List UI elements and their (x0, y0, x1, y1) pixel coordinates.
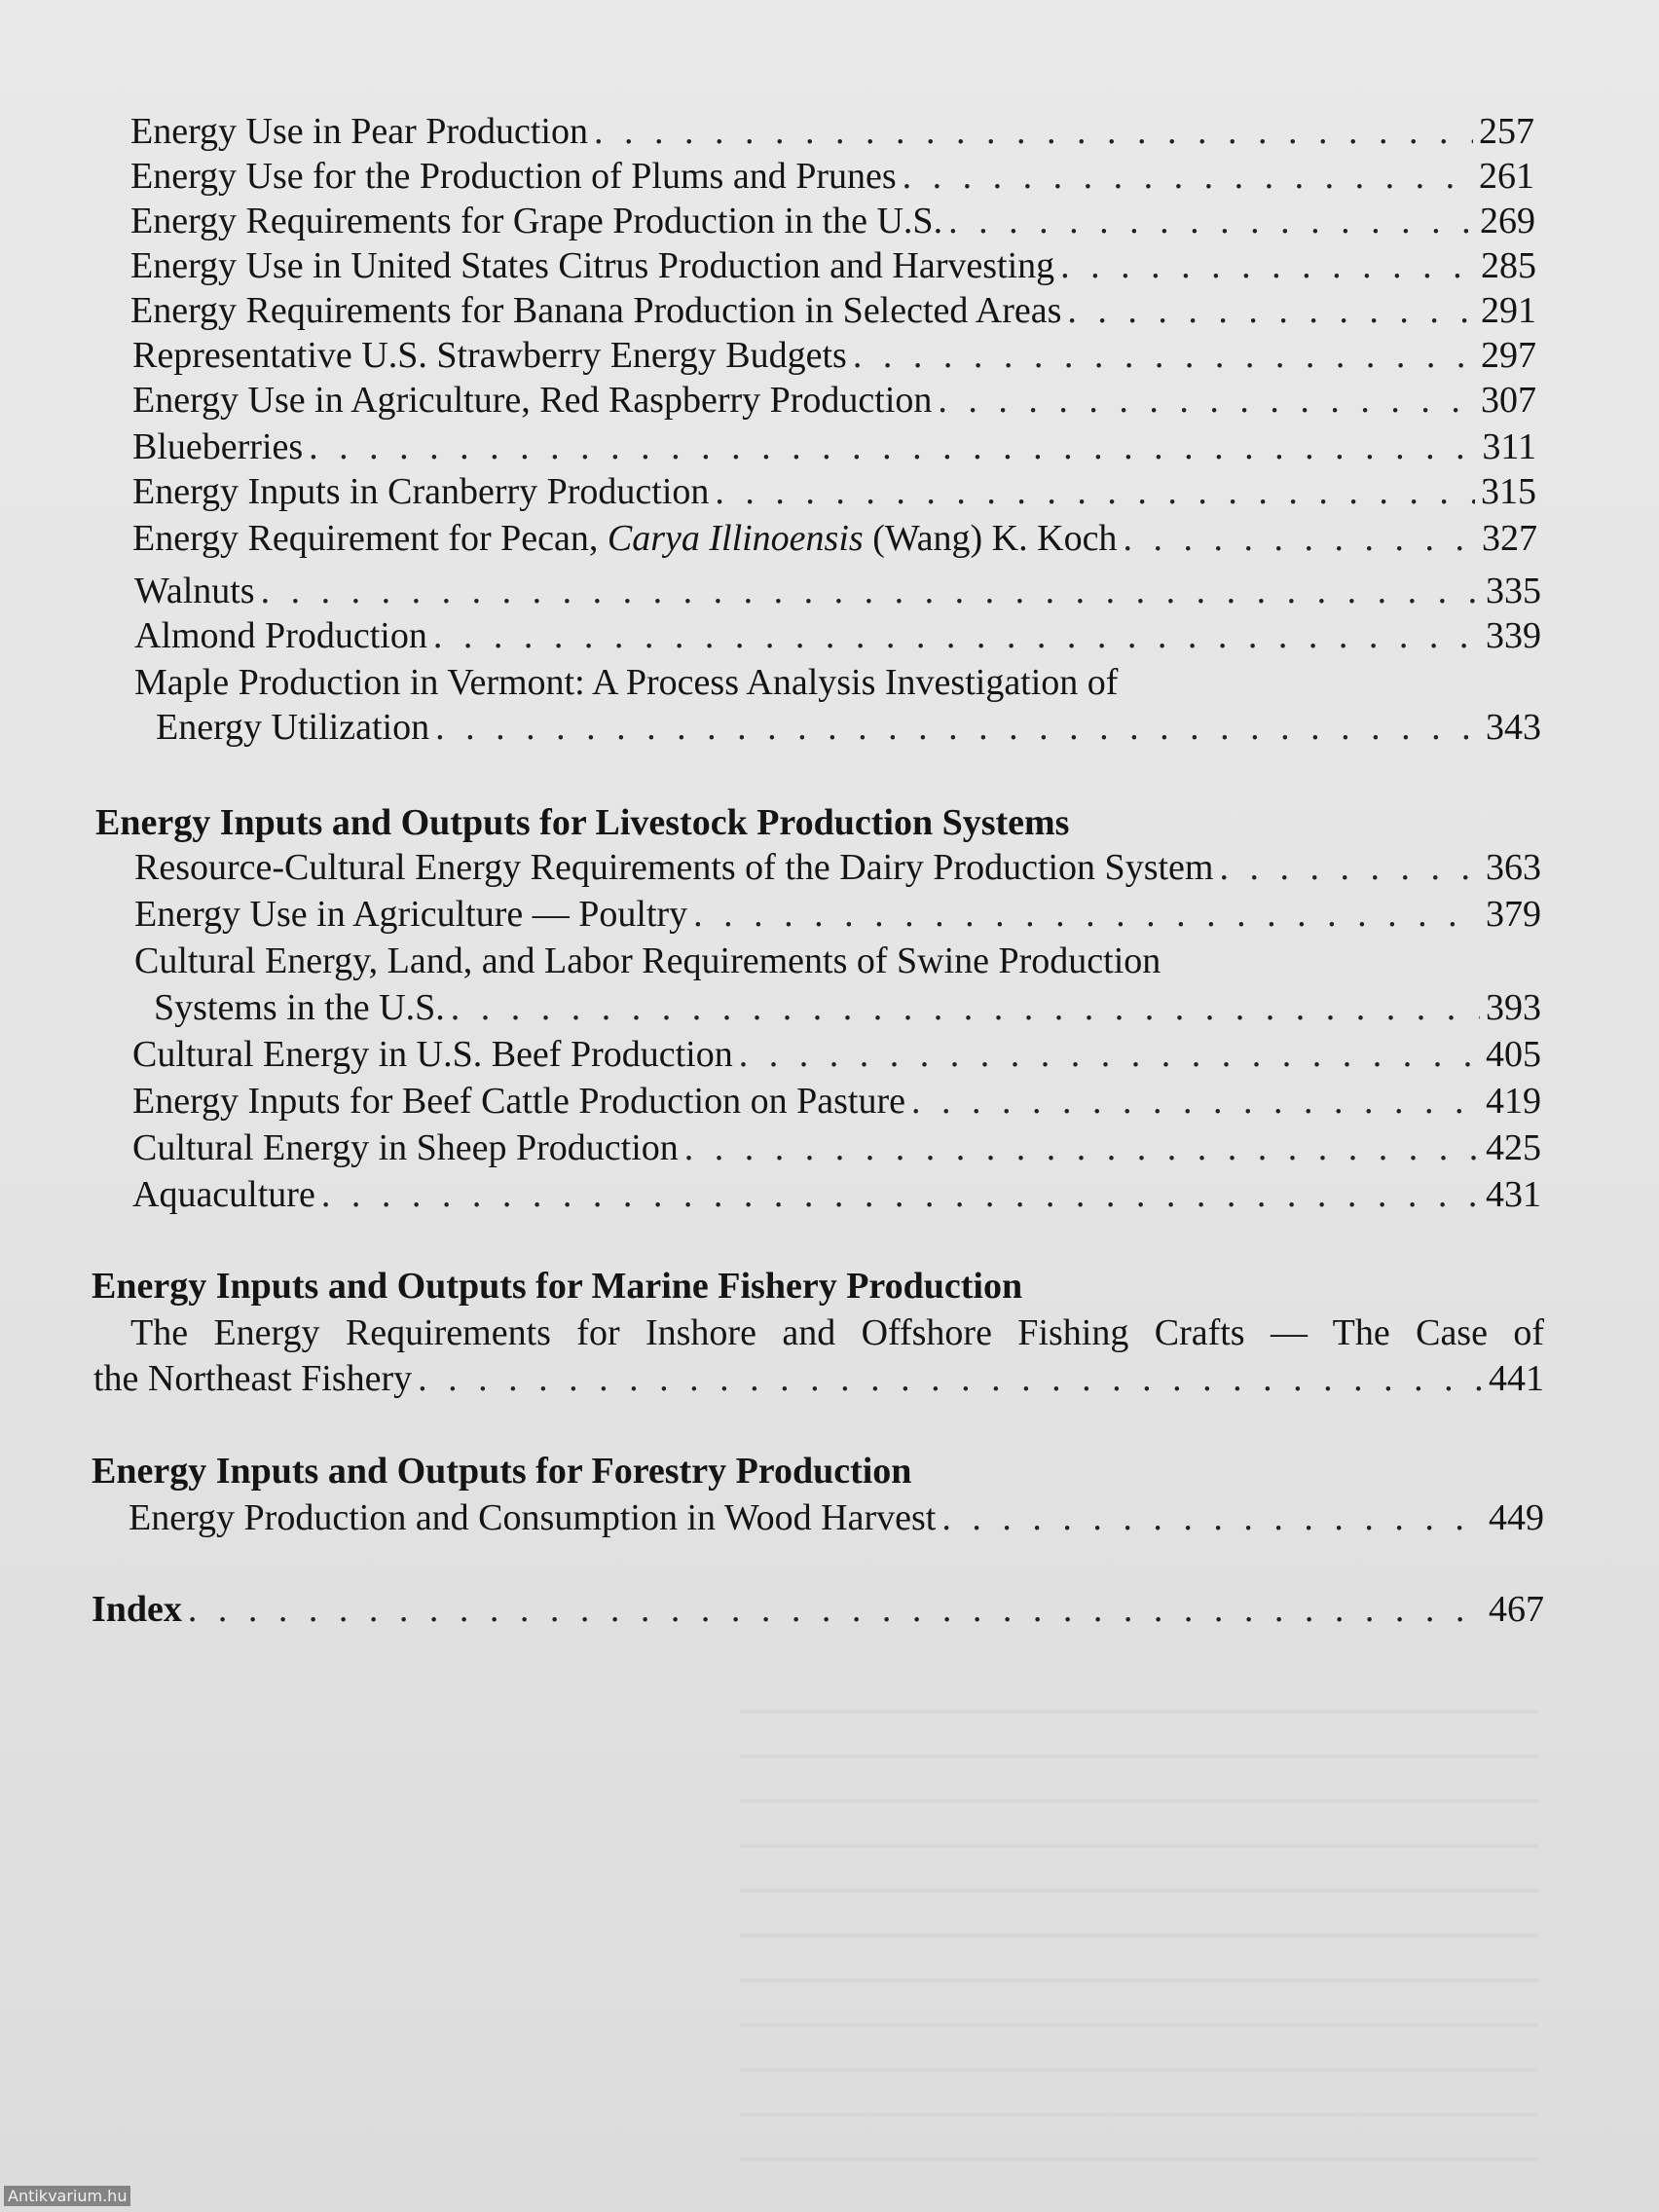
watermark: Antikvarium.hu (4, 2186, 130, 2206)
entry-page-number: 425 (1486, 1127, 1541, 1168)
entry-page-number: 339 (1486, 615, 1541, 656)
leader-dots (1060, 243, 1475, 288)
leader-dots (309, 424, 1476, 469)
entry-page-number: 315 (1481, 471, 1536, 512)
entry-page-number: 343 (1486, 707, 1541, 748)
entry-page-number: 405 (1486, 1034, 1541, 1075)
entry-page-number: 307 (1481, 380, 1536, 421)
entry-title: Energy Inputs in Cranberry Production (132, 471, 710, 512)
leader-dots (693, 892, 1480, 937)
toc-entry-pear[interactable] (130, 109, 1534, 154)
leader-dots (594, 109, 1473, 154)
entry-page-number: 261 (1479, 156, 1534, 197)
leader-dots (188, 1587, 1483, 1632)
entry-title: Walnuts (134, 571, 255, 611)
entry-title: Energy Use for the Production of Plums and Prunes (130, 156, 897, 197)
section-heading-marine: Energy Inputs and Outputs for Marine Fishery Production (92, 1266, 1023, 1307)
leader-dots (948, 199, 1474, 243)
leader-dots (853, 333, 1475, 378)
leader-dots (1123, 516, 1476, 561)
entry-page-number: 449 (1489, 1497, 1544, 1538)
leader-dots (433, 613, 1480, 658)
toc-entry-raspberry[interactable] (132, 378, 1536, 423)
toc-entry-maple[interactable] (156, 705, 1541, 750)
toc-entry-index[interactable] (92, 1587, 1544, 1632)
entry-page-number: 431 (1486, 1174, 1541, 1215)
toc-entry-poultry[interactable] (134, 892, 1541, 937)
entry-title: Aquaculture (132, 1174, 315, 1215)
entry-page-number: 311 (1482, 426, 1536, 467)
entry-title: Energy Utilization (156, 707, 430, 748)
leader-dots (418, 1356, 1483, 1401)
entry-title: Energy Requirements for Banana Production in Selected Areas (130, 290, 1062, 331)
entry-title: Almond Production (134, 615, 427, 656)
entry-title: Index (92, 1589, 182, 1630)
toc-entry-dairy[interactable] (134, 845, 1541, 890)
section-heading-forestry: Energy Inputs and Outputs for Forestry Production (92, 1451, 912, 1492)
leader-dots (911, 1079, 1480, 1124)
entry-title: Cultural Energy in U.S. Beef Production (132, 1034, 733, 1075)
entry-page-number: 467 (1489, 1589, 1544, 1630)
entry-title: Energy Inputs for Beef Cattle Production on Pasture (132, 1081, 905, 1122)
leader-dots (261, 569, 1480, 613)
toc-entry-swine-line1 (134, 939, 1334, 983)
leader-dots (938, 378, 1475, 423)
entry-page-number: 291 (1481, 290, 1536, 331)
toc-entry-citrus[interactable] (130, 243, 1536, 288)
entry-page-number: 363 (1486, 847, 1541, 888)
toc-entry-aquaculture[interactable] (132, 1172, 1541, 1217)
show-through-text (740, 1694, 1538, 2181)
toc-entry-beef-pasture[interactable] (132, 1079, 1541, 1124)
entry-page-number: 297 (1481, 335, 1536, 376)
leader-dots (715, 469, 1475, 514)
entry-page-number: 285 (1481, 245, 1536, 286)
title-prefix: Energy Requirement for Pecan, (132, 518, 608, 559)
toc-entry-beef[interactable] (132, 1032, 1541, 1077)
leader-dots (684, 1125, 1480, 1170)
leader-dots (1219, 845, 1480, 890)
entry-title-line1: Cultural Energy, Land, and Labor Requirements of Swine Production (134, 940, 1161, 981)
entry-title: Energy Use in Agriculture, Red Raspberry Production (132, 380, 933, 421)
entry-title: Resource-Cultural Energy Requirements of the Dairy Production System (134, 847, 1214, 888)
leader-dots (1067, 288, 1475, 333)
section-heading-livestock: Energy Inputs and Outputs for Livestock Production Systems (95, 802, 1070, 843)
entry-title: Blueberries (132, 426, 304, 467)
toc-entry-pecan[interactable] (132, 516, 1537, 561)
entry-title: Systems in the U.S. (154, 987, 445, 1028)
toc-entry-walnuts[interactable] (134, 569, 1541, 613)
title-suffix: (Wang) K. Koch (863, 518, 1118, 559)
toc-entry-swine[interactable] (154, 985, 1541, 1030)
leader-dots (739, 1032, 1480, 1077)
entry-title: Energy Production and Consumption in Wood Harvest (129, 1497, 937, 1538)
entry-title: Energy Use in Pear Production (130, 111, 588, 152)
entry-page-number: 327 (1482, 518, 1537, 559)
toc-entry-fishery[interactable] (93, 1356, 1544, 1401)
entry-title: Energy Use in Agriculture — Poultry (134, 894, 688, 935)
entry-page-number: 441 (1489, 1358, 1544, 1399)
toc-entry-blueberries[interactable] (132, 424, 1536, 469)
toc-entry-maple-line1: Maple Production in Vermont: A Process Analysis Investigation of (134, 662, 1119, 703)
entry-page-number: 419 (1486, 1081, 1541, 1122)
entry-title: the Northeast Fishery (93, 1358, 413, 1399)
entry-page-number: 257 (1479, 111, 1534, 152)
entry-page-number: 393 (1486, 987, 1541, 1028)
toc-entry-wood-harvest[interactable] (129, 1495, 1544, 1540)
entry-page-number: 379 (1486, 894, 1541, 935)
leader-dots (451, 985, 1480, 1030)
entry-title: Cultural Energy in Sheep Production (132, 1127, 679, 1168)
leader-dots (941, 1495, 1483, 1540)
toc-entry-strawberry[interactable] (132, 333, 1536, 378)
toc-entry-almond[interactable] (134, 613, 1541, 658)
toc-entry-banana[interactable] (130, 288, 1536, 333)
entry-title (132, 516, 1117, 561)
entry-title: Representative U.S. Strawberry Energy Budgets (132, 335, 847, 376)
species-name: Carya Illinoensis (607, 518, 864, 559)
leader-dots (435, 705, 1480, 750)
entry-page-number: 335 (1486, 571, 1541, 611)
toc-entry-fishery-line1: The Energy Requirements for Inshore and Offshore Fishing Crafts — The Case of (130, 1312, 1544, 1353)
toc-entry-plums[interactable] (130, 154, 1534, 199)
leader-dots (321, 1172, 1480, 1217)
entry-title: Energy Use in United States Citrus Production and Harvesting (130, 245, 1055, 286)
entry-title: Energy Requirements for Grape Production in the U.S. (130, 201, 943, 241)
leader-dots (903, 154, 1473, 199)
toc-entry-grape[interactable] (130, 199, 1535, 243)
entry-page-number: 269 (1480, 201, 1535, 241)
toc-entry-sheep[interactable] (132, 1125, 1541, 1170)
toc-entry-cranberry[interactable] (132, 469, 1536, 514)
